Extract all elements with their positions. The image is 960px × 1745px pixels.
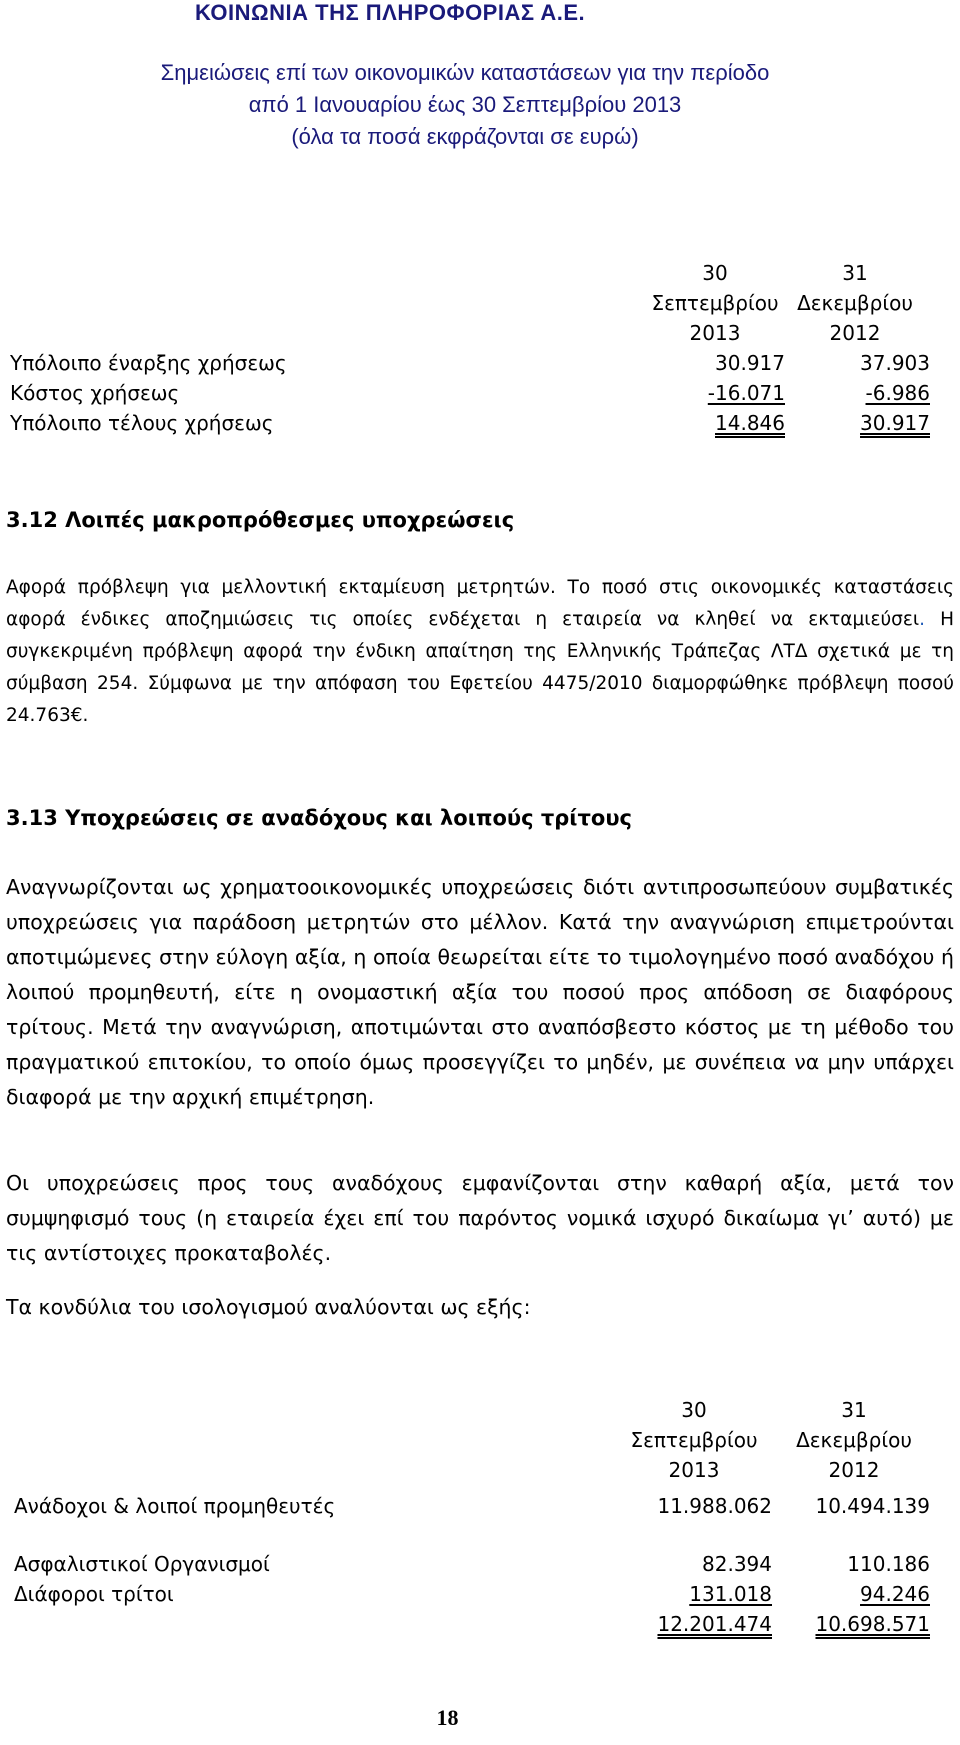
header-day: 30: [702, 261, 728, 285]
row-label: Κόστος χρήσεως: [10, 381, 180, 405]
provision-movement-table: [10, 258, 940, 448]
value-2012: 10.494.139: [815, 1494, 930, 1518]
table-row: [10, 408, 940, 438]
header-day: 31: [841, 1398, 867, 1422]
value-2012: 94.246: [860, 1582, 930, 1606]
section-3-13-paragraph-2: Οι υποχρεώσεις προς τους αναδόχους εμφανίζονται στην καθαρή αξία, μετά τον συμψηφισμό τους (η εταιρεία έχει επί του παρόντος νομικά ισχυρό δικαίωμα γι’ αυτό) με τις αντίστοιχες προκαταβολές.: [6, 1171, 954, 1265]
header-month: Σεπτεμβρίου: [651, 291, 779, 315]
header-year: 2012: [829, 321, 881, 345]
value-2013: 30.917: [715, 351, 785, 375]
total-2013: 12.201.474: [657, 1612, 772, 1636]
row-label: Υπόλοιπο έναρξης χρήσεως: [10, 351, 287, 375]
column-header-dec-2012: [785, 258, 925, 348]
value-2013: -16.071: [707, 381, 785, 405]
section-3-12-paragraph: [6, 572, 954, 732]
company-name: ΚΟΙΝΩΝΙΑ ΤΗΣ ΠΛΗΡΟΦΟΡΙΑΣ Α.Ε.: [195, 0, 586, 25]
value-2013: 82.394: [702, 1552, 772, 1576]
table-total-row: [14, 1609, 940, 1639]
table-row: [10, 378, 940, 408]
row-label: Υπόλοιπο τέλους χρήσεως: [10, 411, 274, 435]
row-label: Ασφαλιστικοί Οργανισμοί: [14, 1552, 270, 1576]
section-3-13-paragraph-3: Τα κονδύλια του ισολογισμού αναλύονται ως εξής:: [6, 1295, 531, 1319]
header-day: 30: [681, 1398, 707, 1422]
value-2012: 37.903: [860, 351, 930, 375]
table-row: [14, 1579, 940, 1609]
period-title: από 1 Ιανουαρίου έως 30 Σεπτεμβρίου 2013: [248, 92, 682, 117]
table-row: [14, 1549, 940, 1579]
currency-note: (όλα τα ποσά εκφράζονται σε ευρώ): [291, 124, 639, 149]
value-2013: 11.988.062: [657, 1494, 772, 1518]
suppliers-table: [14, 1395, 940, 1645]
row-label: Ανάδοχοι & λοιποί προμηθευτές: [14, 1494, 336, 1518]
paragraph-text: Αφορά πρόβλεψη για μελλοντική εκταμίευση μετρητών. Το ποσό στις οικονομικές καταστάσεις αφορά ένδικες αποζημιώσεις τις οποίες ενδέχεται η εταιρεία να κληθεί να εκταμιεύσει: [6, 577, 954, 630]
value-2013: 131.018: [689, 1582, 772, 1606]
page-number: 18: [436, 1705, 459, 1730]
value-2013: 14.846: [715, 411, 785, 435]
paragraph-dot: .: [919, 609, 926, 630]
section-heading-3-13: 3.13 Υποχρεώσεις σε αναδόχους και λοιπούς τρίτους: [6, 806, 632, 830]
value-2012: -6.986: [865, 381, 930, 405]
value-2012: 110.186: [847, 1552, 930, 1576]
value-2012: 30.917: [860, 411, 930, 435]
notes-title: Σημειώσεις επί των οικονομικών καταστάσεων για την περίοδο: [160, 60, 770, 85]
header-month: Δεκεμβρίου: [796, 1428, 912, 1452]
total-2012: 10.698.571: [815, 1612, 930, 1636]
header-month: Δεκεμβρίου: [797, 291, 913, 315]
row-label: Διάφοροι τρίτοι: [14, 1582, 174, 1606]
section-heading-3-12: 3.12 Λοιπές μακροπρόθεσμες υποχρεώσεις: [6, 508, 515, 532]
header-year: 2013: [689, 321, 741, 345]
table-row: [10, 348, 940, 378]
column-header-sep-2013: [640, 258, 790, 348]
section-3-13-paragraph-1: Αναγνωρίζονται ως χρηματοοικονομικές υποχρεώσεις διότι αντιπροσωπεύουν συμβατικές υποχρεώσεις για παράδοση μετρητών στο μέλλον. Κατά την αναγνώριση επιμετρούνται αποτιμώμενες στην εύλογη αξία, η οποία θεωρείται είτε το τιμολογημένο ποσό αναδόχου ή λοιπού προμηθευτή, είτε η ονομαστική αξία του ποσού προς απόδοση σε διαφόρους τρίτους. Μετά την αναγνώριση, αποτιμώνται στο αναπόσβεστο κόστος με τη μέθοδο του πραγματικού επιτοκίου, το οποίο όμως προσεγγίζει το μηδέν, με συνέπεια να μην υπάρχει διαφορά με την αρχική επιμέτρηση.: [6, 875, 954, 1109]
header-month: Σεπτεμβρίου: [630, 1428, 758, 1452]
column-header-dec-2012: [784, 1395, 924, 1485]
column-header-sep-2013: [619, 1395, 769, 1485]
table-row: [14, 1491, 940, 1521]
paragraph-text: Η συγκεκριμένη πρόβλεψη αφορά την ένδικη απαίτηση της Ελληνικής Τράπεζας ΛΤΔ σχετικά με τη σύμβαση 254. Σύμφωνα με την απόφαση του Εφετείου 4475/2010 διαμορφώθηκε πρόβλεψη ποσού 24.763€.: [6, 609, 954, 726]
header-day: 31: [842, 261, 868, 285]
header-year: 2012: [828, 1458, 880, 1482]
header-year: 2013: [668, 1458, 720, 1482]
